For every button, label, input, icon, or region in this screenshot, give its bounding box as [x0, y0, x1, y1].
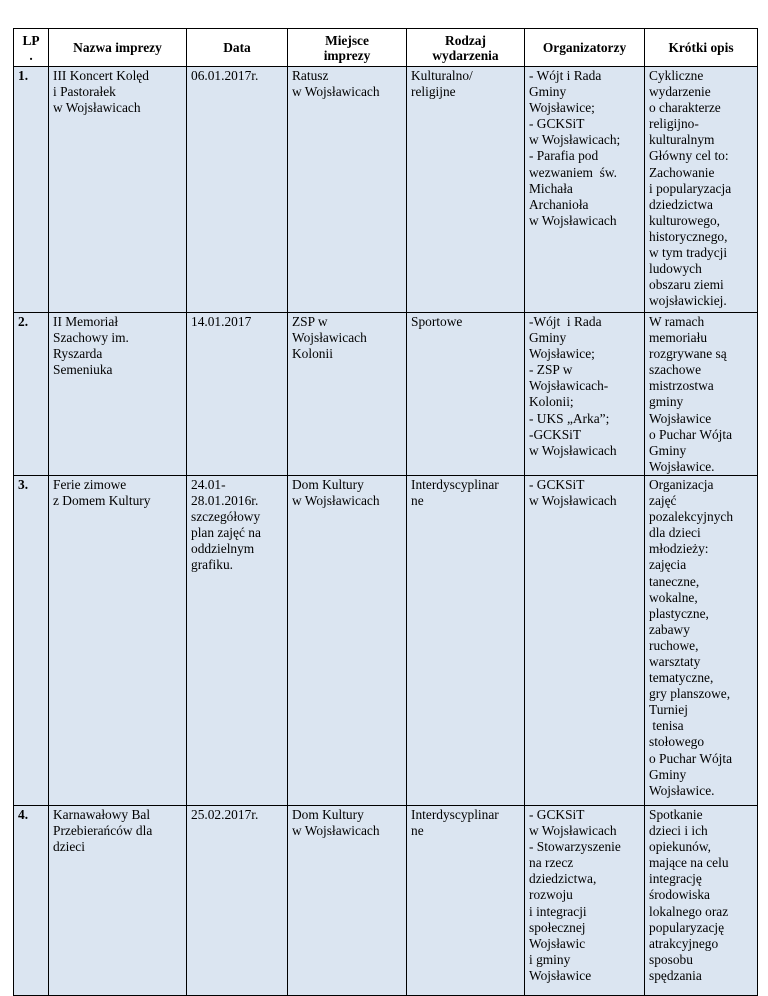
- cell-text-line: - Parafia pod: [529, 148, 599, 164]
- cell-text-line: memoriału: [649, 330, 708, 346]
- cell-description: [645, 475, 758, 805]
- cell-text-line: społecznej: [529, 919, 586, 935]
- cell-event-type: [407, 475, 525, 805]
- cell-text-line: Wojsławicach: [292, 330, 367, 346]
- cell-text-line: ne: [411, 823, 424, 839]
- cell-date: [187, 805, 288, 995]
- cell-text-line: Ratusz: [292, 68, 329, 83]
- cell-text-line: rozgrywane są: [649, 346, 727, 362]
- cell-text-line: w Wojsławicach: [529, 442, 617, 458]
- cell-lp: [14, 805, 49, 995]
- cell-text-line: lokalnego oraz: [649, 903, 729, 919]
- cell-lp: [14, 67, 49, 313]
- cell-event-type: [407, 313, 525, 476]
- cell-text-line: II Memoriał: [53, 314, 119, 329]
- cell-text-line: Organizacja: [649, 476, 714, 492]
- header-place: [288, 29, 407, 67]
- cell-text-line: III Koncert Kolęd: [53, 68, 149, 83]
- cell-text-line: 2.: [18, 314, 29, 329]
- cell-text-line: i Pastorałek: [53, 84, 116, 100]
- cell-text-line: ruchowe,: [649, 637, 699, 653]
- cell-text-line: i integracji: [529, 903, 587, 919]
- cell-text-line: gry planszowe,: [649, 686, 731, 702]
- cell-text-line: Semeniuka: [53, 362, 113, 378]
- header-text: Organizatorzy: [542, 40, 627, 55]
- header-text: .: [29, 47, 33, 63]
- cell-lp: [14, 475, 49, 805]
- cell-event-type: [407, 67, 525, 313]
- cell-text-line: wydarzenie: [649, 84, 711, 100]
- cell-text-line: w Wojsławicach;: [529, 132, 621, 148]
- cell-text-line: Michała: [529, 180, 573, 196]
- cell-text-line: oddzielnym: [191, 541, 255, 557]
- header-text: Rodzaj: [445, 32, 486, 48]
- header-date: [187, 29, 288, 67]
- cell-place: [288, 313, 407, 476]
- cell-text-line: w Wojsławicach: [292, 823, 380, 839]
- cell-text-line: plan zajęć na: [191, 525, 261, 541]
- cell-text-line: Kolonii: [292, 346, 333, 362]
- cell-organizers: [525, 313, 645, 476]
- cell-text-line: opiekunów,: [649, 839, 711, 855]
- cell-text-line: Gminy: [649, 442, 687, 458]
- header-text: Nazwa imprezy: [73, 40, 162, 55]
- cell-text-line: o Puchar Wójta: [649, 426, 733, 442]
- cell-text-line: Przebierańców dla: [53, 823, 153, 839]
- cell-text-line: Wojsławic: [529, 935, 586, 951]
- cell-text-line: gminy: [649, 394, 684, 410]
- cell-text-line: 06.01.2017r.: [191, 68, 259, 83]
- cell-text-line: Szachowy im.: [53, 330, 129, 346]
- cell-event-name: [49, 475, 187, 805]
- header-event-type: [407, 29, 525, 67]
- header-text: Miejsce: [325, 32, 369, 48]
- cell-text-line: w Wojsławicach: [529, 823, 617, 839]
- cell-text-line: -Wójt i Rada: [529, 314, 602, 329]
- cell-text-line: Gminy: [529, 330, 567, 346]
- cell-text-line: 14.01.2017: [191, 314, 252, 329]
- cell-description: [645, 67, 758, 313]
- cell-text-line: Gminy: [529, 84, 567, 100]
- header-text: LP: [22, 32, 40, 48]
- table-row: [14, 805, 758, 995]
- cell-lp: [14, 313, 49, 476]
- cell-text-line: Spotkanie: [649, 806, 703, 822]
- cell-date: [187, 67, 288, 313]
- cell-organizers: [525, 67, 645, 313]
- cell-text-line: ludowych: [649, 261, 702, 277]
- cell-text-line: wokalne,: [649, 589, 698, 605]
- header-row: [14, 29, 758, 67]
- cell-text-line: 1.: [18, 68, 29, 83]
- cell-event-name: [49, 805, 187, 995]
- table-row: [14, 313, 758, 476]
- cell-text-line: wezwaniem św.: [529, 164, 617, 180]
- cell-text-line: zajęć: [649, 493, 677, 509]
- cell-event-name: [49, 313, 187, 476]
- cell-text-line: -GCKSiT: [529, 426, 582, 442]
- cell-date: [187, 313, 288, 476]
- cell-text-line: - GCKSiT: [529, 806, 585, 822]
- cell-text-line: Dom Kultury: [292, 476, 364, 492]
- cell-text-line: Ryszarda: [53, 346, 103, 362]
- cell-text-line: i popularyzacja: [649, 180, 732, 196]
- cell-text-line: plastyczne,: [649, 605, 709, 621]
- cell-text-line: ZSP w: [292, 314, 328, 329]
- cell-text-line: Sportowe: [411, 314, 463, 329]
- cell-text-line: kulturowego,: [649, 212, 721, 228]
- cell-text-line: w tym tradycji: [649, 245, 728, 261]
- cell-text-line: spędzania: [649, 967, 702, 983]
- cell-text-line: - GCKSiT: [529, 116, 585, 132]
- header-text: Data: [223, 40, 251, 55]
- cell-text-line: szachowe: [649, 362, 702, 378]
- cell-text-line: Wojsławice;: [529, 100, 595, 116]
- cell-text-line: zabawy: [649, 621, 690, 637]
- cell-text-line: warsztaty: [649, 653, 701, 669]
- cell-text-line: Kolonii;: [529, 394, 574, 410]
- cell-text-line: Kulturalno/: [411, 68, 473, 83]
- cell-text-line: W ramach: [649, 314, 705, 329]
- cell-text-line: Dom Kultury: [292, 806, 364, 822]
- cell-text-line: Wojsławice.: [649, 782, 715, 798]
- cell-text-line: o Puchar Wójta: [649, 750, 733, 766]
- cell-text-line: dla dzieci: [649, 525, 701, 541]
- cell-text-line: Turniej: [649, 702, 688, 718]
- cell-text-line: w Wojsławicach: [529, 212, 617, 228]
- cell-text-line: - UKS „Arka”;: [529, 410, 610, 426]
- cell-text-line: dziedzictwa: [649, 196, 713, 212]
- cell-text-line: 3.: [18, 476, 29, 492]
- events-table: [13, 28, 758, 996]
- cell-text-line: w Wojsławicach: [529, 493, 617, 509]
- cell-text-line: tenisa: [649, 718, 684, 734]
- cell-text-line: Wojsławice;: [529, 346, 595, 362]
- cell-text-line: pozalekcyjnych: [649, 509, 734, 525]
- cell-text-line: Interdyscyplinar: [411, 476, 499, 492]
- cell-text-line: kulturalnym: [649, 132, 715, 148]
- cell-text-line: o charakterze: [649, 100, 721, 116]
- cell-text-line: i gminy: [529, 951, 571, 967]
- table-row: [14, 475, 758, 805]
- cell-organizers: [525, 475, 645, 805]
- cell-event-name: [49, 67, 187, 313]
- cell-text-line: Wojsławicach-: [529, 378, 609, 394]
- cell-text-line: Ferie zimowe: [53, 476, 127, 492]
- cell-text-line: z Domem Kultury: [53, 493, 151, 509]
- cell-text-line: - Stowarzyszenie: [529, 839, 621, 855]
- cell-text-line: obszaru ziemi: [649, 277, 724, 293]
- cell-text-line: religijne: [411, 84, 456, 100]
- cell-text-line: dziedzictwa,: [529, 871, 597, 887]
- cell-place: [288, 805, 407, 995]
- header-description: [645, 29, 758, 67]
- cell-text-line: - ZSP w: [529, 362, 573, 378]
- cell-text-line: Archanioła: [529, 196, 589, 212]
- cell-organizers: [525, 805, 645, 995]
- header-text: imprezy: [323, 47, 371, 63]
- cell-text-line: Interdyscyplinar: [411, 806, 499, 822]
- cell-text-line: religijno-: [649, 116, 699, 132]
- cell-text-line: atrakcyjnego: [649, 935, 719, 951]
- cell-description: [645, 805, 758, 995]
- cell-text-line: środowiska: [649, 887, 710, 903]
- cell-text-line: zajęcia: [649, 557, 687, 573]
- cell-text-line: - GCKSiT: [529, 476, 585, 492]
- cell-text-line: stołowego: [649, 734, 705, 750]
- cell-date: [187, 475, 288, 805]
- cell-text-line: Wojsławice: [529, 967, 592, 983]
- table-row: [14, 67, 758, 313]
- cell-place: [288, 67, 407, 313]
- cell-text-line: Cykliczne: [649, 68, 704, 83]
- header-lp: [14, 29, 49, 67]
- cell-text-line: 4.: [18, 806, 29, 822]
- cell-text-line: sposobu: [649, 951, 693, 967]
- cell-text-line: tematyczne,: [649, 670, 714, 686]
- cell-text-line: rozwoju: [529, 887, 573, 903]
- cell-text-line: Karnawałowy Bal: [53, 806, 151, 822]
- cell-text-line: ne: [411, 493, 424, 509]
- cell-description: [645, 313, 758, 476]
- cell-text-line: Wojsławice: [649, 410, 712, 426]
- cell-text-line: wojsławickiej.: [649, 293, 727, 309]
- cell-text-line: Gminy: [649, 766, 687, 782]
- cell-text-line: historycznego,: [649, 228, 728, 244]
- cell-text-line: młodzieży:: [649, 541, 709, 557]
- cell-place: [288, 475, 407, 805]
- cell-text-line: szczegółowy: [191, 509, 261, 525]
- cell-text-line: grafiku.: [191, 557, 234, 573]
- cell-text-line: Główny cel to:: [649, 148, 729, 164]
- cell-text-line: mające na celu: [649, 855, 729, 871]
- cell-text-line: popularyzację: [649, 919, 725, 935]
- cell-text-line: w Wojsławicach: [53, 100, 141, 116]
- cell-text-line: Zachowanie: [649, 164, 715, 180]
- cell-text-line: - Wójt i Rada: [529, 68, 602, 83]
- cell-text-line: Wojsławice.: [649, 458, 715, 474]
- cell-text-line: w Wojsławicach: [292, 84, 380, 100]
- cell-text-line: integrację: [649, 871, 702, 887]
- cell-text-line: 24.01-: [191, 476, 226, 492]
- header-text: wydarzenia: [432, 47, 499, 63]
- cell-text-line: w Wojsławicach: [292, 493, 380, 509]
- cell-text-line: na rzecz: [529, 855, 574, 871]
- cell-text-line: mistrzostwa: [649, 378, 714, 394]
- header-text: Krótki opis: [668, 40, 734, 55]
- cell-text-line: 28.01.2016r.: [191, 493, 259, 509]
- cell-text-line: dzieci i ich: [649, 823, 708, 839]
- cell-text-line: taneczne,: [649, 573, 700, 589]
- cell-event-type: [407, 805, 525, 995]
- header-organizers: [525, 29, 645, 67]
- header-event-name: [49, 29, 187, 67]
- cell-text-line: dzieci: [53, 839, 85, 855]
- cell-text-line: 25.02.2017r.: [191, 806, 259, 822]
